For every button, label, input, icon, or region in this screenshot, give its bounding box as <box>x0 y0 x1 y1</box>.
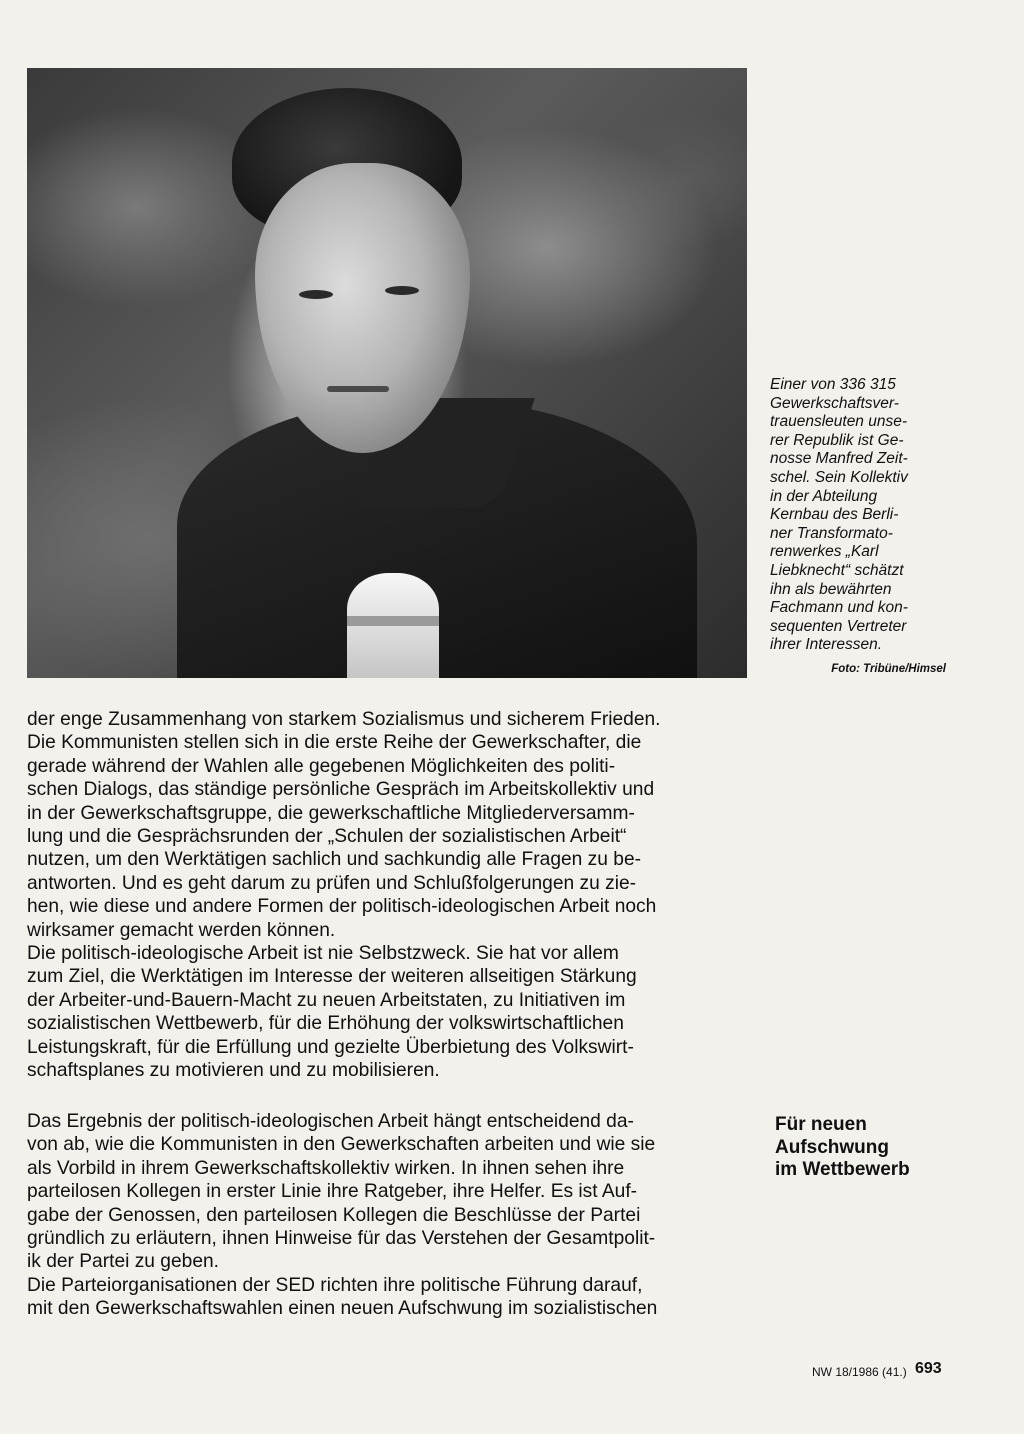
body-line: Die politisch-ideologische Arbeit ist nie Selbstzweck. Sie hat vor allem <box>27 943 619 965</box>
body-line: nutzen, um den Werktätigen sachlich und sachkundig alle Fragen zu be- <box>27 849 642 871</box>
body-line: der enge Zusammenhang von starkem Sozialismus und sicherem Frieden. <box>27 709 661 730</box>
body-line: in der Gewerkschaftsgruppe, die gewerkschaftliche Mitgliederversamm- <box>27 802 635 824</box>
body-line: als Vorbild in ihrem Gewerkschaftskollektiv wirken. In ihnen sehen ihre <box>27 1157 625 1179</box>
side-heading-line: Aufschwung <box>775 1136 889 1158</box>
caption-line: Fachmann und kon- <box>770 599 908 617</box>
photo-mouth-shape <box>327 386 389 392</box>
body-line: der Arbeiter-und-Bauern-Macht zu neuen Arbeitstaten, zu Initiativen im <box>27 989 626 1011</box>
body-line: schaftsplanes zu motivieren und zu mobilisieren. <box>27 1060 440 1082</box>
body-line: sozialistischen Wettbewerb, für die Erhöhung der volkswirtschaftlichen <box>27 1013 624 1035</box>
body-line: lung und die Gesprächsrunden der „Schulen der sozialistischen Arbeit“ <box>27 826 627 848</box>
caption-line: sequenten Vertreter <box>770 617 907 635</box>
body-line: wirksamer gemacht werden können. <box>27 919 336 941</box>
body-line: ik der Partei zu geben. <box>27 1251 219 1273</box>
photo-credit: Foto: Tribüne/Himsel <box>831 663 946 675</box>
body-line: Leistungskraft, für die Erfüllung und gezielte Überbietung des Volkswirt- <box>27 1036 634 1058</box>
body-line: Die Parteiorganisationen der SED richten ihre politische Führung darauf, <box>27 1274 643 1296</box>
side-heading-line: im Wettbewerb <box>775 1159 910 1180</box>
body-line: schen Dialogs, das ständige persönliche Gespräch im Arbeitskollektiv und <box>27 779 655 801</box>
caption-line: Liebknecht“ schätzt <box>770 561 904 579</box>
body-line: von ab, wie die Kommunisten in den Gewerkschaften arbeiten und wie sie <box>27 1134 656 1156</box>
side-heading <box>775 1114 910 1182</box>
body-line: gerade während der Wahlen alle gegebenen Möglichkeiten des politi- <box>27 755 616 777</box>
body-line: mit den Gewerkschaftswahlen einen neuen Aufschwung im sozialistischen <box>27 1298 658 1320</box>
body-text-block-1 <box>27 708 755 1083</box>
caption-line: trauensleuten unse- <box>770 413 908 431</box>
photo-right-eye-shape <box>385 286 419 295</box>
caption-line: ihrer Interessen. <box>770 636 882 654</box>
body-line: gründlich zu erläutern, ihnen Hinweise für das Verstehen der Gesamtpolit- <box>27 1228 656 1250</box>
caption-line: rer Republik ist Ge- <box>770 431 904 449</box>
caption-line: ihn als bewährten <box>770 580 892 598</box>
caption-line: ner Transformato- <box>770 524 893 542</box>
portrait-photo <box>27 68 747 678</box>
caption-line: schel. Sein Kollektiv <box>770 468 908 486</box>
body-line: zum Ziel, die Werktätigen im Interesse der weiteren allseitigen Stärkung <box>27 966 637 988</box>
body-text-block-2 <box>27 1110 755 1321</box>
caption-line: Kernbau des Berli- <box>770 506 899 524</box>
caption-line: Einer von 336 315 <box>770 376 896 393</box>
issue-reference: NW 18/1986 (41.) <box>812 1365 907 1379</box>
photo-pocket-band <box>347 616 439 626</box>
photo-left-eye-shape <box>299 290 333 299</box>
caption-line: nosse Manfred Zeit- <box>770 450 908 468</box>
body-line: antworten. Und es geht darum zu prüfen und Schlußfolgerungen zu zie- <box>27 872 637 894</box>
body-line: Das Ergebnis der politisch-ideologischen Arbeit hängt entscheidend da- <box>27 1111 634 1132</box>
photo-caption <box>770 376 950 655</box>
caption-line: renwerkes „Karl <box>770 543 879 561</box>
page-number: 693 <box>915 1360 942 1377</box>
body-line: gabe der Genossen, den parteilosen Kollegen die Beschlüsse der Partei <box>27 1204 641 1226</box>
body-line: parteilosen Kollegen in erster Linie ihre Ratgeber, ihre Helfer. Es ist Auf- <box>27 1181 638 1203</box>
caption-line: Gewerkschaftsver- <box>770 394 899 412</box>
side-heading-line: Für neuen <box>775 1114 867 1135</box>
body-line: hen, wie diese und andere Formen der politisch-ideologischen Arbeit noch <box>27 896 657 918</box>
caption-line: in der Abteilung <box>770 487 878 505</box>
body-line: Die Kommunisten stellen sich in die erste Reihe der Gewerkschafter, die <box>27 732 642 754</box>
